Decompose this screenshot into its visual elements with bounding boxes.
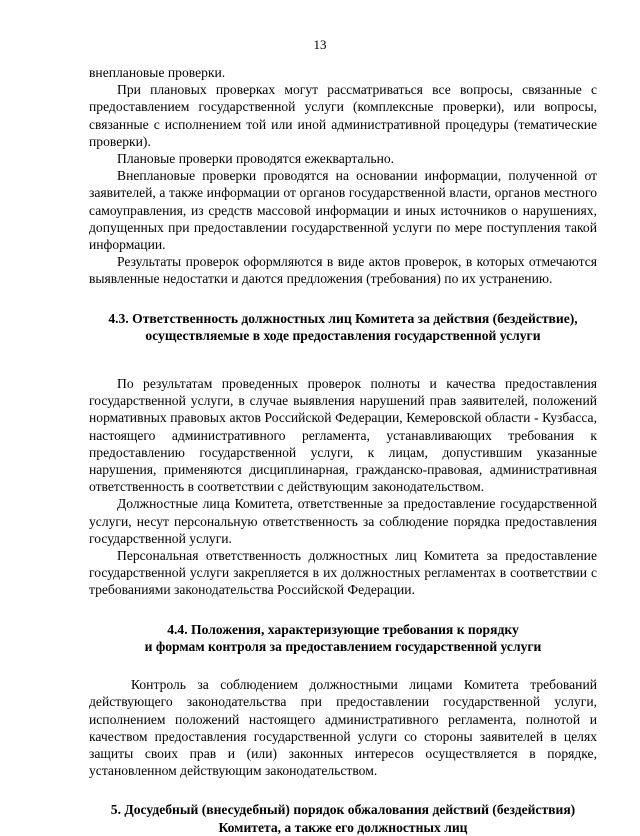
section-heading-4-3: [89, 310, 597, 344]
paragraph-continuation: внеплановые проверки.: [89, 65, 226, 80]
paragraph-unplanned-inspections: Внеплановые проверки проводятся на основании информации, полученной от заявителей, а также информации от органов государственной власти, органов местного самоуправления, из средств массовой информации и иных источников о нарушениях, допущенных при предоставлении государственной услуги по мере поступления такой информации.: [89, 168, 597, 253]
section-heading-4-3-line-2: осуществляемые в ходе предоставления государственной услуги: [145, 327, 541, 343]
section-heading-4-3-line-1: 4.3. Ответственность должностных лиц Комитета за действия (бездействие),: [108, 310, 578, 326]
section-heading-4-4: [89, 621, 597, 655]
paragraph-control-compliance: Контроль за соблюдением должностными лицами Комитета требований действующего законодательства при предоставлении государственной услуги, исполнением положений настоящего административного регламента, полнотой и качеством предоставления государственной услуги со стороны заявителей в целях защиты своих прав и (или) законных интересов осуществляется в порядке, установленном действующим законодательством.: [89, 677, 597, 779]
paragraph-planned-inspections-frequency: Плановые проверки проводятся ежеквартально.: [117, 151, 395, 167]
paragraph-inspection-outcomes: По результатам проведенных проверок полноты и качества предоставления государственной услуги, в случае выявления нарушений прав заявителей, положений нормативных правовых актов Российской Федерации, Кемеровской области - Кузбасса, настоящего административного регламента, устанавливающих требования к предоставлению государственной услуги, к лицам, допустившим указанные нарушения, применяются дисциплинарная, гражданско-правовая, административная ответственность в соответствии с действующим законодательством.: [89, 376, 597, 495]
document-body: [89, 64, 597, 836]
section-heading-5-line-2: Комитета, а также его должностных лиц: [218, 819, 468, 835]
section-heading-4-4-line-2: и формам контроля за предоставлением государственной услуги: [144, 638, 542, 654]
page-number: 13: [313, 37, 327, 52]
paragraph-planned-inspections-scope: При плановых проверках могут рассматриваться все вопросы, связанные с предоставлением государственной услуги (комплексные проверки), или вопросы, связанные с исполнением той или иной административной процедуры (тематические проверки).: [89, 82, 597, 149]
paragraph-officials-responsibility: Должностные лица Комитета, ответственные за предоставление государственной услуги, несут персональную ответственность за соблюдение порядка предоставления государственной услуги.: [89, 496, 597, 546]
section-heading-5-line-1: 5. Досудебный (внесудебный) порядок обжалования действий (бездействия): [110, 802, 576, 818]
section-heading-5: [89, 801, 597, 835]
section-heading-4-4-line-1: 4.4. Положения, характеризующие требования к порядку: [167, 621, 519, 637]
paragraph-personal-responsibility: Персональная ответственность должностных лиц Комитета за предоставление государственной услуги закрепляется в их должностных регламентах в соответствии с требованиями законодательства Российской Федерации.: [89, 548, 597, 598]
paragraph-inspection-results: Результаты проверок оформляются в виде актов проверок, в которых отмечаются выявленные недостатки и даются предложения (требования) по их устранению.: [89, 254, 597, 287]
